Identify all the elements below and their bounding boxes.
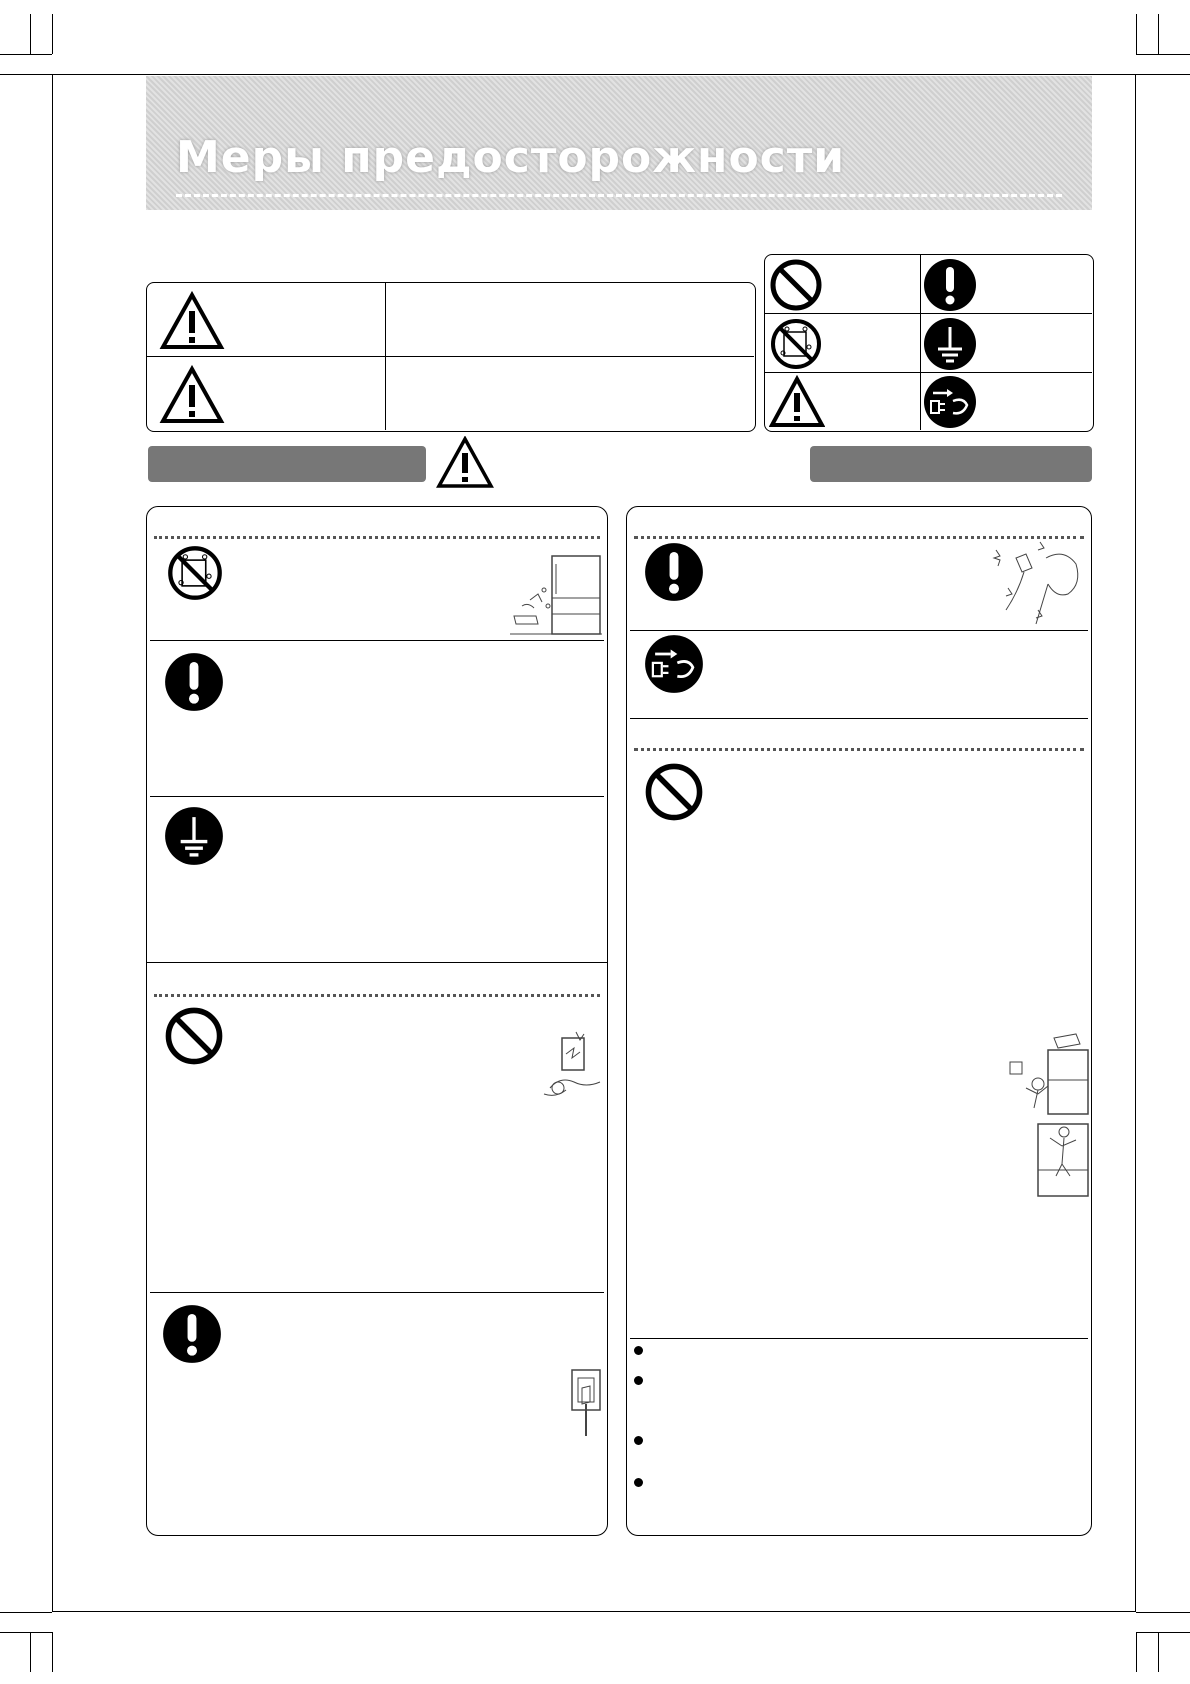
prohibited-icon — [164, 1006, 224, 1066]
fridge-climb-illustration — [1008, 1030, 1092, 1116]
mandatory-icon — [923, 258, 977, 312]
ground-icon — [923, 317, 977, 371]
bullet-point — [634, 1346, 643, 1355]
section-divider — [630, 630, 1088, 631]
crop-mark — [0, 54, 52, 55]
dotted-separator — [634, 748, 1084, 751]
crop-mark — [1136, 1632, 1137, 1672]
mandatory-icon — [644, 542, 704, 602]
dotted-separator — [154, 994, 600, 997]
section-bar-right — [810, 446, 1092, 482]
crop-mark — [1136, 54, 1190, 55]
icon-legend — [764, 254, 1094, 432]
crop-mark — [1158, 14, 1159, 54]
prohibited-icon — [644, 762, 704, 822]
crop-mark — [30, 1632, 31, 1672]
crop-mark — [30, 14, 31, 54]
title-banner — [146, 76, 1092, 210]
crop-mark — [0, 74, 52, 75]
section-divider — [150, 796, 604, 797]
mandatory-icon — [162, 1304, 222, 1364]
outlet-spark-illustration — [536, 1028, 606, 1102]
crop-mark — [1136, 14, 1137, 54]
plug-dust-illustration — [986, 538, 1090, 626]
fridge-water-illustration — [508, 554, 604, 638]
crop-mark — [1136, 1612, 1190, 1613]
crop-mark — [1136, 1632, 1190, 1633]
crop-mark — [0, 1612, 52, 1613]
caution-icon — [769, 375, 825, 429]
unplug-icon — [644, 634, 704, 694]
ground-icon — [164, 806, 224, 866]
no-water-icon — [769, 317, 823, 371]
legend-divider — [765, 372, 1092, 373]
plug-illustration — [568, 1368, 604, 1438]
page-title: Меры предосторожности — [176, 132, 846, 183]
crop-mark — [1136, 74, 1190, 75]
caution-icon — [159, 291, 225, 351]
section-divider — [630, 1338, 1088, 1339]
mandatory-icon — [164, 652, 224, 712]
crop-mark — [1158, 1632, 1159, 1672]
warning-levels-table — [146, 282, 756, 432]
section-divider — [150, 1292, 604, 1293]
banner-dashed-line — [176, 194, 1062, 197]
caution-icon — [159, 365, 225, 425]
prohibited-icon — [769, 258, 823, 312]
legend-divider — [920, 255, 921, 430]
section-divider — [150, 640, 604, 641]
no-water-icon — [166, 544, 224, 602]
bullet-point — [634, 1478, 643, 1487]
caution-icon — [436, 436, 494, 490]
section-divider — [630, 718, 1088, 719]
bullet-point — [634, 1436, 643, 1445]
table-divider — [147, 356, 754, 357]
crop-mark — [52, 1632, 53, 1672]
unplug-icon — [923, 375, 977, 429]
dotted-separator — [154, 536, 600, 539]
crop-mark — [52, 14, 53, 54]
child-fridge-illustration — [1034, 1120, 1092, 1200]
bullet-point — [634, 1376, 643, 1385]
section-bar-left — [148, 446, 426, 482]
crop-mark — [0, 1632, 52, 1633]
legend-divider — [765, 313, 1092, 314]
